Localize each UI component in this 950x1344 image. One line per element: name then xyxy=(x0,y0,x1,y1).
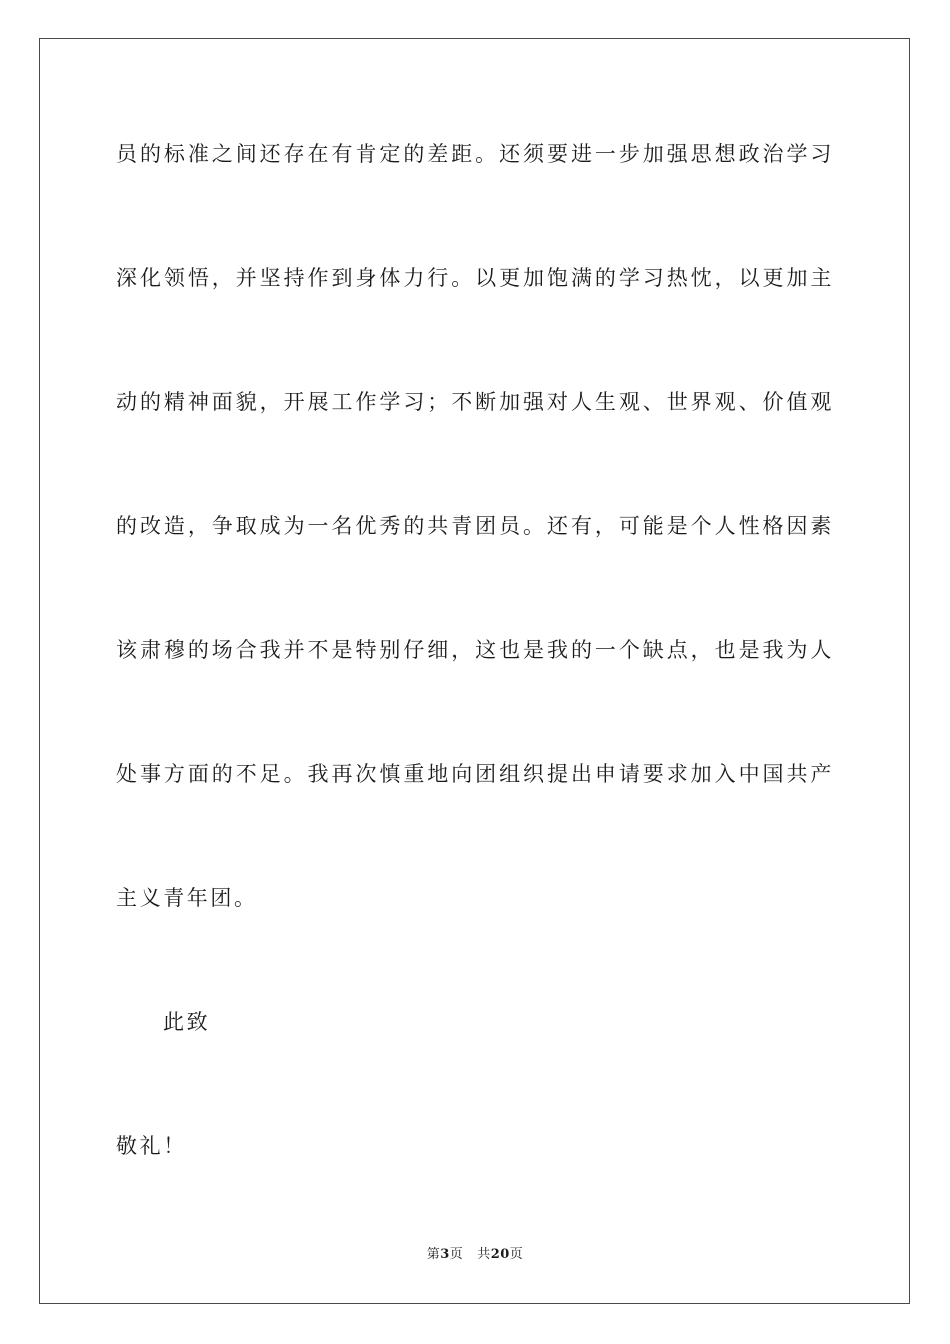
body-line-4: 的改造，争取成为一名优秀的共青团员。还有，可能是个人性格因素 xyxy=(116,514,834,538)
body-line-3: 动的精神面貌，开展工作学习；不断加强对人生观、世界观、价值观 xyxy=(116,390,834,414)
closing-line: 此致 xyxy=(163,1010,211,1034)
page-footer xyxy=(0,1246,950,1264)
footer-page-number: 3 xyxy=(440,1247,450,1262)
footer-page-prefix: 第 xyxy=(426,1247,441,1262)
footer-total-suffix: 页 xyxy=(509,1247,524,1262)
footer-total-pages: 20 xyxy=(490,1247,510,1262)
salutation-line: 敬礼！ xyxy=(116,1134,187,1158)
footer-total-prefix: 共 xyxy=(477,1247,491,1262)
body-line-2: 深化领悟，并坚持作到身体力行。以更加饱满的学习热忱，以更加主 xyxy=(116,266,834,290)
body-line-6: 处事方面的不足。我再次慎重地向团组织提出申请要求加入中国共产 xyxy=(116,762,834,786)
body-line-5: 该肃穆的场合我并不是特别仔细，这也是我的一个缺点，也是我为人 xyxy=(116,638,834,662)
body-line-1: 员的标准之间还存在有肯定的差距。还须要进一步加强思想政治学习 xyxy=(116,142,834,166)
body-line-7: 主义青年团。 xyxy=(116,886,258,910)
footer-page-suffix: 页 xyxy=(449,1247,464,1262)
page-frame xyxy=(39,38,910,1304)
